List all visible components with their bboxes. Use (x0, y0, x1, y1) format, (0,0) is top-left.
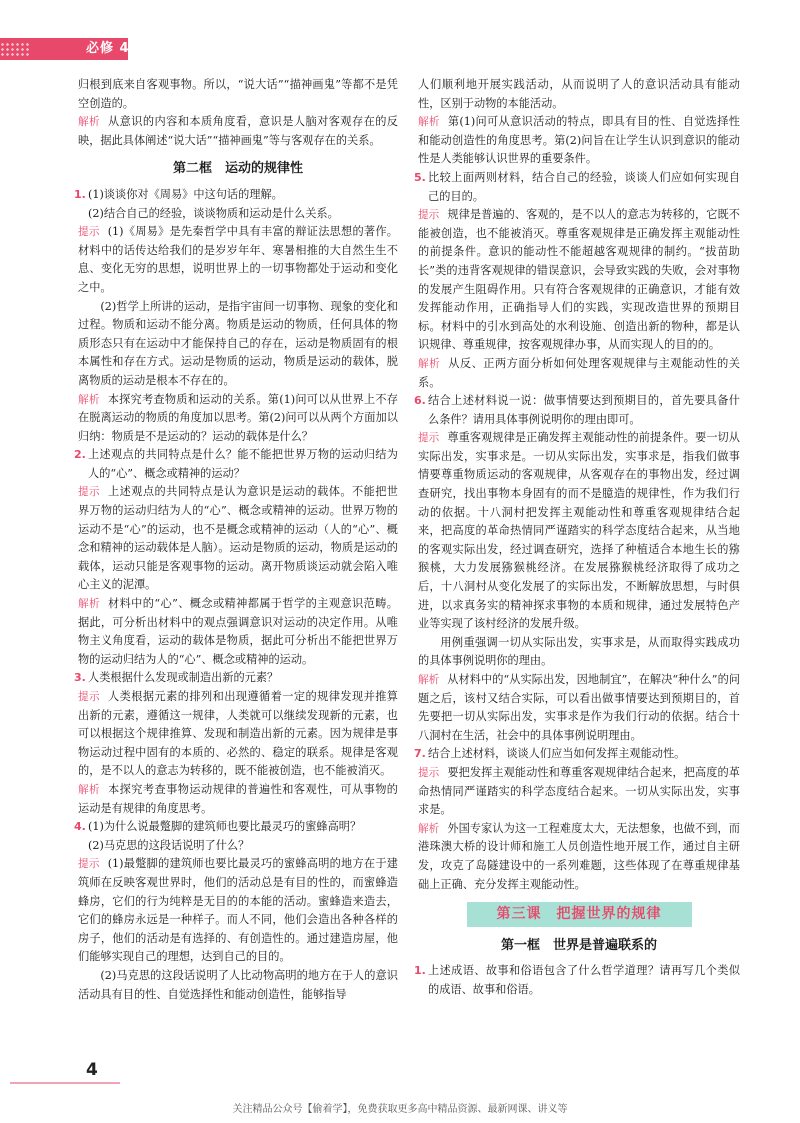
hint-text: 要把发挥主观能动性和尊重客观规律结合起来，把高度的革命热情同严谨踏实的科学态度结合起来。一切从实际出发，实事求是。 (418, 765, 740, 817)
page-number: 4 (86, 1060, 98, 1080)
question (74, 186, 398, 205)
question-text: 结合上述材料，谈谈人们应当如何发挥主观能动性。 (428, 747, 686, 761)
analysis-text: 从意识的内容和本质角度看，意识是人脑对客观存在的反映，据此具体阐述“说大话”“描神画鬼”等与客观存在的关系。 (78, 115, 398, 147)
hint-block (78, 855, 398, 967)
analysis-text: 从材料中的“从实际出发，因地制宜”，在解决“种什么”的问题之后，该村又结合实际，可以看出做事情要达到预期目的，首先要把一切从实际出发，实事求是作为我们行动的依据。结合十八洞村在生活，社会中的具体事例说明理由。 (418, 673, 740, 742)
hint-text: 用例重强调一切从实际出发，实事求是，从而取得实践成功的具体事例说明你的理由。 (418, 635, 740, 668)
analysis-block (418, 355, 740, 392)
question-number: 4. (74, 820, 86, 834)
hint-block (78, 483, 398, 595)
paragraph: 归根到底来自客观事物。所以，“说大话”“描神画鬼”等都不是凭空创造的。 (78, 78, 398, 110)
hint-label: 提示 (418, 766, 440, 779)
question (414, 962, 740, 999)
analysis-block (418, 113, 740, 169)
analysis-block (418, 820, 740, 894)
analysis-text: 第(1)问可从意识活动的特点，即具有目的性、自觉选择性和能动创造性的角度思考。第(2)问旨在让学生认识到意识的能动性是人类能够认识世界的重要条件。 (418, 115, 740, 166)
hint-label: 提示 (418, 209, 440, 222)
question-number: 3. (74, 671, 86, 685)
question-text: (2)结合自己的经验，谈谈物质和运动是什么关系。 (88, 206, 339, 220)
section-title: 第二框 运动的规律性 (172, 161, 303, 177)
question-text: 人类根据什么发现或制造出新的元素？ (88, 671, 279, 685)
hint-block (418, 206, 740, 355)
hint-block (78, 223, 398, 297)
question (74, 818, 398, 837)
hint-text: (1)《周易》是先秦哲学中具有丰富的辩证法思想的著作。材料中的话传达给我们的是岁岁年年、寒暑相推的大自然生生不息、变化无穷的思想，说明世界上的一切事物都处于运动和变化之中。 (78, 225, 398, 294)
hint-text: (2)马克思的这段话说明了人比动物高明的地方在于人的意识活动具有目的性、自觉选择性和能动创造性，能够指导 (78, 968, 398, 1001)
question (414, 392, 740, 429)
analysis-label: 解析 (78, 783, 101, 796)
analysis-text: 本探究考查物质和运动的关系。第(1)问可以从世界上不存在脱离运动的物质的角度加以思考。第(2)问可以从两个方面加以归纳：物质是不是运动的？运动的载体是什么？ (78, 392, 398, 443)
hint-text: 上述观点的共同特点是认为意识是运动的载体。不能把世界万物的运动归结为人的“心”、概念或精神的运动。世界万物的运动不是“心”的运动，也不是概念或精神的运动（人的“心”、概念和精神的运动载体是人脑）。运动是物质的运动，物质是运动的载体，运动只能是客观事物的运动。离开物质谈运动就会陷入唯心主义的泥潭。 (78, 485, 398, 592)
analysis-label: 解析 (418, 674, 440, 686)
question-number: 6. (414, 394, 426, 408)
left-column (74, 76, 398, 1004)
hint-text: (1)最蹩脚的建筑师也要比最灵巧的蜜蜂高明的地方在于建筑师在反映客观世界时，他们的活动总是有目的性的，而蜜蜂造蜂房，它们的行为纯粹是无目的的本能的活动。蜜蜂造来造去，它们的蜂房永远是一种样子。而人不同，他们会造出各种各样的房子，他们的活动是有选择的、有创造性的。通过建造房屋，他们能够实现自己的理想，达到自己的目的。 (78, 857, 398, 964)
analysis-label: 解析 (78, 393, 100, 406)
right-column (414, 76, 740, 1000)
question (414, 745, 740, 764)
analysis-text: 本探究考查事物运动规律的普遍性和客观性，可从事物的运动是有规律的角度思考。 (78, 782, 398, 815)
question-text: (1)为什么说最蹩脚的建筑师也要比最灵巧的蜜蜂高明？ (88, 820, 362, 834)
lesson-banner (418, 902, 740, 927)
analysis-block (78, 113, 398, 150)
hint-block (78, 688, 398, 781)
hint-text: 规律是普遍的、客观的，是不以人的意志为转移的，它既不能被创造，也不能被消灭。尊重客观规律是正确发挥主观能动性的前提条件。意识的能动性不能超越客观规律的制约。“拔苗助长”类的违背客观规律的错误意识，会导致实践的失败，会对事物的发展产生阻碍作用。只有符合客观规律的正确意识，才能有效发挥能动作用，正确指导人们的实践，实现改造世界的预期目标。材料中的引水到高处的水利设施、创造出新的物种，都是认识规律、尊重规律，按客观规律办事，从而实现人的目的的。 (418, 208, 740, 352)
hint-text: (2)哲学上所讲的运动，是指宇宙间一切事物、现象的变化和过程。物质和运动不能分离。物质是运动的物质，任何具体的物质形态只有在运动中才能保持自己的存在，运动是物质固有的根本属性和存在方式。运动是物质的运动，物质是运动的载体，脱离物质的运动是根本不存在的。 (78, 299, 398, 387)
analysis-label: 解析 (418, 822, 440, 835)
footer-text: 关注精品公众号【偷着学】，免费获取更多高中精品资源、最新网课、讲义等 (232, 1104, 568, 1115)
question-text: (1)谈谈你对《周易》中这句话的理解。 (88, 187, 283, 201)
analysis-label: 解析 (418, 357, 441, 370)
analysis-block (78, 595, 398, 669)
question-text: 上述成语、故事和俗语包含了什么哲学道理？请再写几个类似的成语、故事和俗语。 (428, 964, 740, 996)
header-title: 必修 4 (86, 41, 130, 56)
analysis-text: 从反、正两方面分析如何处理客观规律与主观能动性的关系。 (418, 356, 740, 389)
section-title: 第一框 世界是普遍联系的 (500, 937, 657, 953)
hint-block (418, 764, 740, 820)
header-dots-decoration (0, 42, 30, 56)
hint-text: 尊重客观规律是正确发挥主观能动性的前提条件。要一切从实际出发，实事求是。一切从实际出发，实事求是，指我们做事情要尊重物质运动的客观规律，从客观存在的事物出发，经过调查研究，找出事物本身固有的而不是臆造的规律性，作为我们行动的依据。十八洞村把发挥主观能动性和尊重客观规律结合起来，把高度的革命热情同严谨踏实的科学态度结合起来，从当地的客观实际出发，经过调查研究，选择了种植适合本地生长的猕猴桃，大力发展猕猴桃经济。在发展猕猴桃经济取得了成功之后，十八洞村从变化发展了的实际出发，不断解放思想，与时俱进，以求真务实的精神探求事物的本质和规律，通过发展特色产业等实现了该村经济的发展升级。 (418, 431, 740, 631)
question-number: 1. (414, 964, 426, 978)
analysis-block (418, 671, 740, 745)
hint-label: 提示 (418, 432, 440, 445)
analysis-text: 材料中的“心”、概念或精神都属于哲学的主观意识范畴。据此，可分析出材料中的观点强调意识对运动的决定作用。从唯物主义角度看，运动的载体是物质，据此可分析出不能把世界万物的运动归结为人的“心”、概念或精神的运动。 (78, 597, 398, 666)
hint-label: 提示 (78, 226, 100, 239)
question-text: (2)马克思的这段话说明了什么？ (88, 838, 250, 852)
analysis-label: 解析 (78, 598, 100, 611)
question (414, 169, 740, 206)
question-number: 5. (414, 170, 426, 184)
hint-label: 提示 (78, 858, 100, 871)
question-number: 7. (414, 747, 426, 761)
question (74, 669, 398, 688)
analysis-text: 外国专家认为这一工程难度太大，无法想象，也做不到，而港珠澳大桥的设计师和施工人员创造性地开展工作，通过自主研发，攻克了岛隧建设中的一系列难题，这些体现了在尊重规律基础上正确、充分发挥主观能动性。 (418, 821, 740, 891)
analysis-label: 解析 (418, 116, 440, 129)
hint-text: 人类根据元素的排列和出现遵循着一定的规律发现并推算出新的元素，遵循这一规律，人类就可以继续发现新的元素，也可以根据这个规律推算、发现和制造出新的元素。因为规律是事物运动过程中固有的本质的、必然的、稳定的联系。规律是客观的，是不以人的意志为转移的，既不能被创造，也不能被消灭。 (78, 690, 398, 778)
lesson-title: 第三课 把握世界的规律 (467, 902, 692, 927)
page-number-underline (10, 1082, 120, 1084)
question (74, 446, 398, 483)
paragraph: 人们顺利地开展实践活动，从而说明了人的意识活动具有能动性，区别于动物的本能活动。 (418, 78, 740, 110)
analysis-label: 解析 (78, 116, 101, 129)
question-number: 1. (74, 187, 86, 201)
question-text: 结合上述材料说一说：做事情要达到预期目的，首先要具备什么条件？请用具体事例说明你的理由即可。 (428, 394, 740, 426)
question-number: 2. (74, 448, 86, 462)
question-text: 比较上面两则材料，结合自己的经验，谈谈人们应如何实现自己的目的。 (428, 170, 740, 203)
question-text: 上述观点的共同特点是什么？能不能把世界万物的运动归结为人的“心”、概念或精神的运动？ (88, 448, 398, 480)
analysis-block (78, 391, 398, 447)
hint-label: 提示 (78, 691, 101, 703)
hint-block (418, 429, 740, 634)
analysis-block (78, 781, 398, 818)
hint-label: 提示 (78, 486, 101, 499)
